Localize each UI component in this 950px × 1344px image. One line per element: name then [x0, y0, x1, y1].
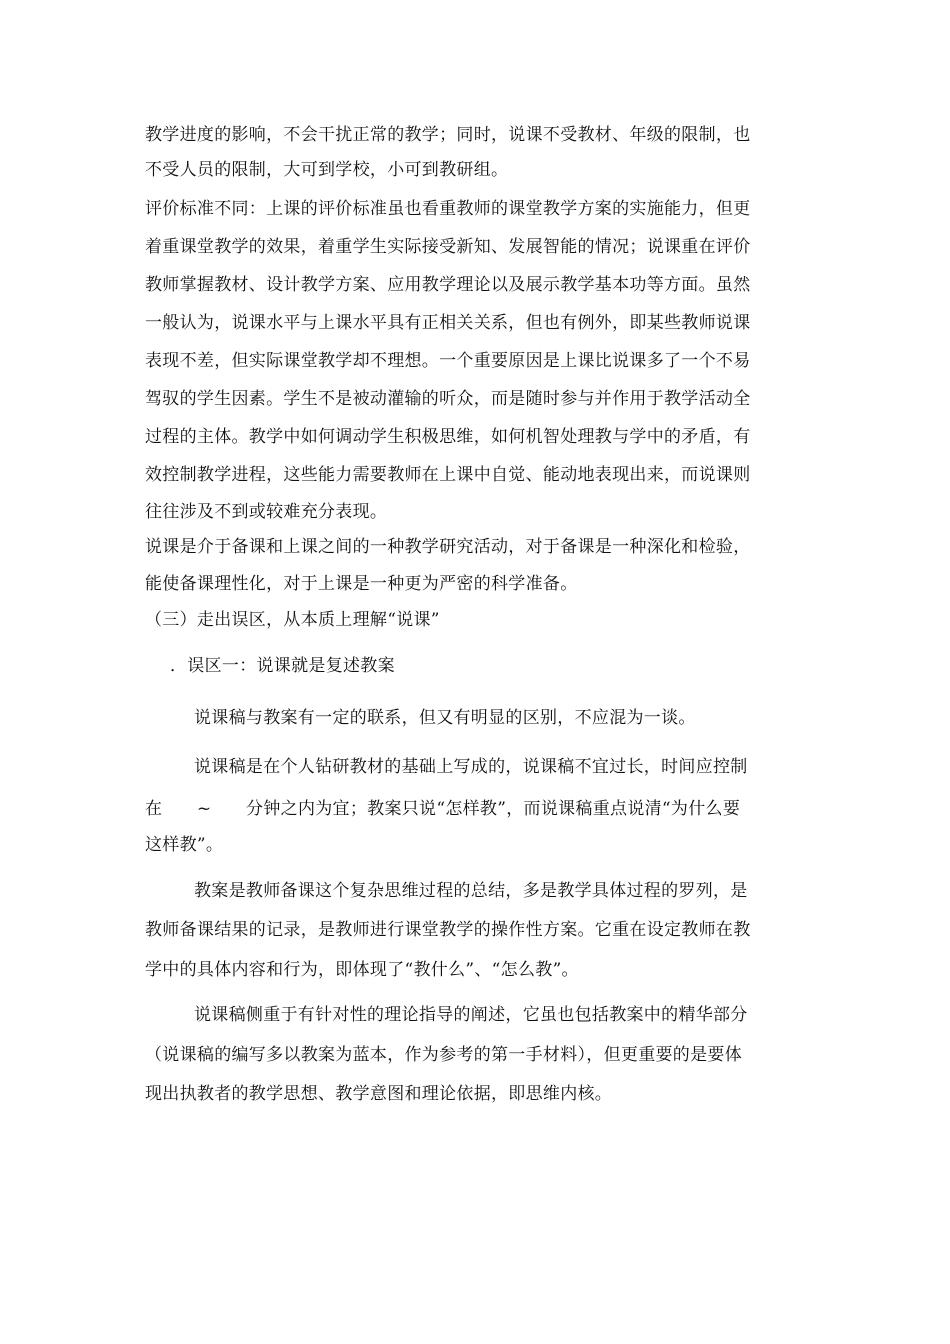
text-line: 这样教”。 — [145, 835, 224, 855]
text-line: 教师掌握教材、设计教学方案、应用教学理论以及展示教学基本功等方面。虽然 — [145, 275, 751, 295]
subheading: ．误区一：说课就是复述教案 — [170, 656, 395, 676]
section-heading: （三）走出误区，从本质上理解“说课” — [145, 610, 440, 630]
text-line: 教案是教师备课这个复杂思维过程的总结，多是教学具体过程的罗列，是 — [194, 881, 748, 901]
text-line: 着重课堂教学的效果，着重学生实际接受新知、发展智能的情况；说课重在评价 — [145, 237, 751, 257]
text-line: 驾驭的学生因素。学生不是被动灌输的听众，而是随时参与并作用于教学活动全 — [145, 389, 751, 409]
text-line: 效控制教学进程，这些能力需要教师在上课中自觉、能动地表现出来，而说课则 — [145, 465, 751, 485]
text-line: 说课是介于备课和上课之间的一种教学研究活动，对于备课是一种深化和检验， — [145, 537, 751, 557]
text-line: （说课稿的编写多以教案为蓝本，作为参考的第一手材料），但更重要的是要体 — [145, 1045, 742, 1065]
text-line: 表现不差，但实际课堂教学却不理想。一个重要原因是上课比说课多了一个不易 — [145, 351, 751, 371]
text-line: 能使备课理性化，对于上课是一种更为严密的科学准备。 — [145, 574, 578, 594]
text-line: 说课稿侧重于有针对性的理论指导的阐述，它虽也包括教案中的精华部分 — [194, 1005, 748, 1025]
text-line: 学中的具体内容和行为，即体现了“教什么”、“怎么教”。 — [145, 960, 579, 980]
text-line: 说课稿是在个人钻研教材的基础上写成的，说课稿不宜过长，时间应控制 — [194, 757, 748, 777]
text-line: 教师备课结果的记录，是教师进行课堂教学的操作性方案。它重在设定教师在教 — [145, 920, 751, 940]
text-line: 在 ~ 分钟之内为宜；教案只说“怎样教”，而说课稿重点说清“为什么要 — [145, 799, 741, 819]
text-line: 评价标准不同：上课的评价标准虽也看重教师的课堂教学方案的实施能力，但更 — [145, 199, 751, 219]
text-line: 过程的主体。教学中如何调动学生积极思维，如何机智处理教与学中的矛盾，有 — [145, 427, 751, 447]
text-line: 教学进度的影响，不会干扰正常的教学；同时，说课不受教材、年级的限制，也 — [145, 125, 751, 145]
text-line: 往往涉及不到或较难充分表现。 — [145, 502, 388, 522]
text-line: 说课稿与教案有一定的联系，但又有明显的区别，不应混为一谈。 — [194, 708, 696, 728]
text-line: 现出执教者的教学思想、教学意图和理论依据，即思维内核。 — [145, 1084, 613, 1104]
text-line: 不受人员的限制，大可到学校，小可到教研组。 — [145, 160, 509, 180]
text-line: 一般认为，说课水平与上课水平具有正相关关系，但也有例外，即某些教师说课 — [145, 313, 751, 333]
